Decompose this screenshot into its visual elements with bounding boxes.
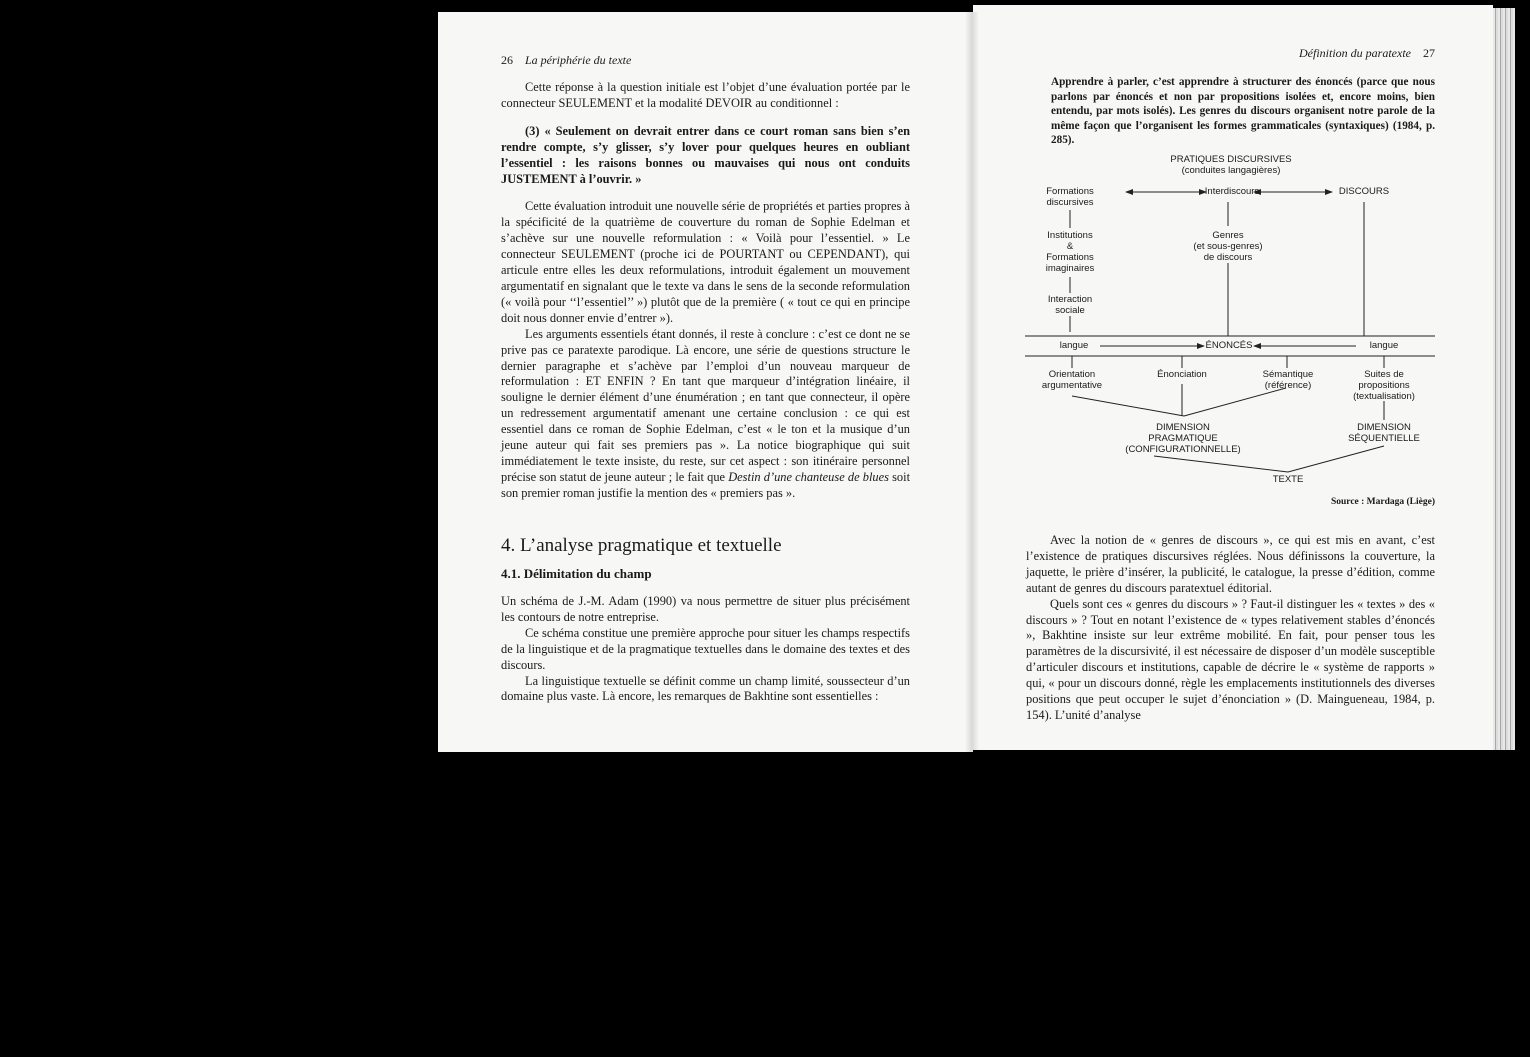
figure-source: Source : Mardaga (Liège) bbox=[1330, 497, 1435, 507]
node-institutions-line2: & bbox=[1066, 241, 1074, 252]
node-dim-pragmatique-line3: (CONFIGURATIONNELLE) bbox=[1125, 444, 1241, 455]
node-formations-line1: Formations bbox=[1046, 186, 1094, 197]
node-interaction-line1: Interaction bbox=[1047, 294, 1093, 305]
node-semantique-line2: (référence) bbox=[1264, 380, 1312, 391]
node-orientation-line1: Orientation bbox=[1048, 369, 1096, 380]
node-institutions-line4: imaginaires bbox=[1045, 263, 1095, 274]
node-suites-line1: Suites de bbox=[1364, 369, 1404, 380]
node-enonces: ÉNONCÉS bbox=[1205, 340, 1253, 351]
bakhtine-quote bbox=[1051, 75, 1435, 148]
label-langue-left: langue bbox=[1059, 340, 1089, 351]
book-title: Destin d’une chanteuse de blues bbox=[728, 469, 889, 484]
left-page-number: 26 bbox=[501, 53, 513, 67]
node-genres-line2: (et sous-genres) bbox=[1193, 241, 1263, 252]
adam-diagram bbox=[1022, 150, 1438, 490]
text-run: Les arguments essentiels étant donnés, il reste à conclure : c’est ce dont ne se prive pas ce paratexte parodique. Là encore, une série de questions structure le dernier paragraphe et s’achève par l’emploi d’un nouveau marqueur de reformulation : ET ENFIN ? En tant que marqueur d’intégration linéaire, il souligne le dernier élément d’une énumération ; en tant que connecteur, il opère un redressement argumentatif amenant une certaine conclusion : ce qui est essentiel dans ce roman de Sophie Edelman, c’est « le ton et la musique d’un jeune auteur qui fait ses premiers pas ». La notice biographique qui suit immédiatement le texte insiste, du reste, sur cet aspect : son itinéraire personnel précise son statut de jeune auteur ; le fait que bbox=[501, 326, 910, 484]
diagram-subtitle: (conduites langagières) bbox=[1181, 165, 1281, 176]
left-running-head bbox=[501, 53, 631, 68]
node-dim-pragmatique-line2: PRAGMATIQUE bbox=[1148, 433, 1218, 444]
quote-text: Apprendre à parler, c’est apprendre à structurer des énoncés (parce que nous parlons par énoncés et non par propositions isolées et, encore moins, bien entendu, par mots isolés). Les genres du discours organisent notre parole de la même façon que l’organisent les formes grammaticales (syntaxiques) (1984, p. 285). bbox=[1051, 76, 1435, 147]
paragraph: Un schéma de J.-M. Adam (1990) va nous permettre de situer plus précisément les contours de notre entreprise. bbox=[501, 594, 910, 624]
diagram-title: PRATIQUES DISCURSIVES bbox=[1170, 154, 1292, 165]
right-text-block bbox=[1026, 533, 1435, 724]
paragraph: La linguistique textuelle se définit comme un champ limité, soussecteur d’un domaine plus vaste. Là encore, les remarques de Bakhtine sont essentielles : bbox=[501, 673, 910, 704]
block-quote: (3) « Seulement on devrait entrer dans ce court roman sans bien s’en rendre compte, s’y glisser, s’y lover pour quelques heures en oubliant l’essentiel : les raisons bonnes ou mauvaises qui nous ont conduits JUSTEMENT à l’ouvrir. » bbox=[501, 123, 910, 186]
node-dim-pragmatique-line1: DIMENSION bbox=[1156, 422, 1210, 433]
node-institutions-line3: Formations bbox=[1046, 252, 1094, 263]
right-running-head bbox=[1260, 46, 1435, 61]
right-page-number: 27 bbox=[1423, 46, 1435, 60]
node-enonciation: Énonciation bbox=[1157, 369, 1207, 380]
node-texte: TEXTE bbox=[1272, 474, 1304, 485]
node-dim-sequentielle-line1: DIMENSION bbox=[1357, 422, 1411, 433]
node-formations-line2: discursives bbox=[1046, 197, 1094, 208]
node-interaction-line2: sociale bbox=[1055, 305, 1085, 316]
label-langue-right: langue bbox=[1369, 340, 1399, 351]
section-heading: 4. L’analyse pragmatique et textuelle bbox=[501, 535, 782, 556]
left-text-block-2 bbox=[501, 594, 910, 705]
node-institutions-line1: Institutions bbox=[1047, 230, 1093, 241]
node-discours: DISCOURS bbox=[1338, 186, 1390, 197]
subsection-heading: 4.1. Délimitation du champ bbox=[501, 566, 652, 581]
node-orientation-line2: argumentative bbox=[1041, 380, 1103, 391]
node-suites-line2: propositions bbox=[1358, 380, 1410, 391]
paragraph: Cette réponse à la question initiale est l’objet d’une évaluation portée par le connecteur SEULEMENT et la modalité DEVOIR au conditionnel : bbox=[501, 80, 910, 110]
right-running-title: Définition du paratexte bbox=[1299, 46, 1411, 60]
book-gutter bbox=[965, 12, 979, 752]
node-interdiscours: Interdiscours bbox=[1204, 186, 1260, 197]
paragraph: Avec la notion de « genres de discours », ce qui est mis en avant, c’est l’existence de pratiques discursives réglées. Nous définissons la couverture, la jaquette, le prière d’insérer, la publicité, le catalogue, la presse d’édition, comme autant de genres du discours paratextuel éditorial. bbox=[1026, 533, 1435, 595]
paragraph: Ce schéma constitue une première approche pour situer les champs respectifs de la linguistique et de la pragmatique textuelles dans le domaine des textes et des discours. bbox=[501, 625, 910, 672]
paragraph: Quels sont ces « genres du discours » ? Faut-il distinguer les « textes » des « discours » ? Tout en notant l’existence de « types relativement stables d’énoncés », Bakhtine insiste sur leur extrême mobilité. En fait, pour penser tous les paramètres de la discursivité, il est nécessaire de disposer d’un modèle susceptible d’articuler discours et institutions, capable de décrire le « système de rapports » qui, « pour un discours donné, règle les emplacements institutionnels des diverses positions que peut occuper le sujet d’énonciation » (D. Maingueneau, 1984, p. 154). L’unité d’analyse bbox=[1026, 596, 1435, 722]
page-edges bbox=[1493, 8, 1515, 750]
paragraph: Cette évaluation introduit une nouvelle série de propriétés et parties propres à la spécificité de la quatrième de couverture du roman de Sophie Edelman et s’achève sur une nouvelle reformulation : « Voilà pour l’essentiel. » Le connecteur SEULEMENT (proche ici de POURTANT ou CEPENDANT), qui articule entre elles les deux reformulations, introduit également un mouvement argumentatif en signalant que le texte va dans le sens de la seconde reformulation (« voilà pour ‘‘l’essentiel’’ ») plutôt que de la première ( « tout ce qui en principe doit nous donner envie d’entrer »). bbox=[501, 199, 910, 325]
paragraph bbox=[501, 327, 910, 502]
node-semantique-line1: Sémantique bbox=[1262, 369, 1314, 380]
node-genres-line3: de discours bbox=[1203, 252, 1253, 263]
left-text-block-1 bbox=[501, 80, 910, 502]
left-running-title: La périphérie du texte bbox=[525, 53, 632, 67]
text-run: soit son premier roman justifie la mention des « premiers pas ». bbox=[501, 469, 911, 500]
node-suites-line3: (textualisation) bbox=[1353, 391, 1415, 402]
node-genres-line1: Genres bbox=[1212, 230, 1244, 241]
node-dim-sequentielle-line2: SÉQUENTIELLE bbox=[1348, 433, 1420, 444]
